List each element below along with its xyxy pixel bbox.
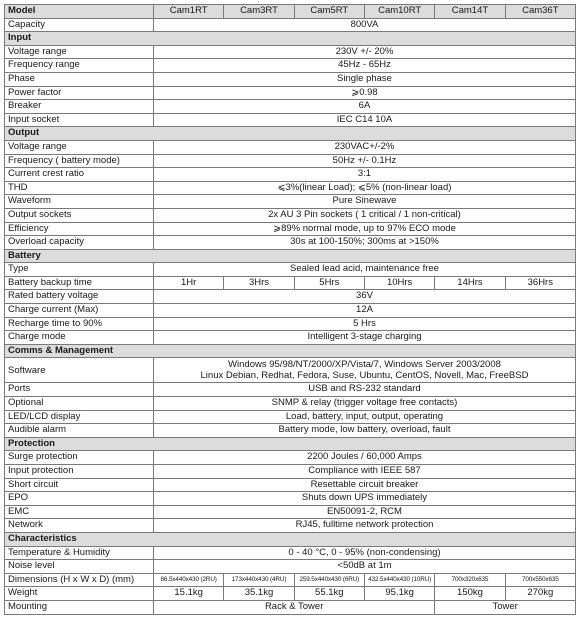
section-title: Protection [5, 437, 576, 451]
spec-label: Software [5, 358, 154, 383]
spec-label: Surge protection [5, 451, 154, 465]
spec-row [5, 290, 576, 304]
spec-model-value: 55.1kg [294, 587, 364, 601]
spec-model-value: 3Hrs [224, 276, 294, 290]
spec-value [154, 358, 576, 383]
spec-row [5, 86, 576, 100]
spec-row [5, 18, 576, 32]
model-name: Cam1RT [154, 5, 224, 19]
spec-row [5, 140, 576, 154]
spec-label: Waveform [5, 195, 154, 209]
spec-row [5, 276, 576, 290]
spec-row [5, 317, 576, 331]
section-header-row [5, 437, 576, 451]
spec-value: IEC C14 10A [154, 113, 576, 127]
spec-value: Load, battery, input, output, operating [154, 410, 576, 424]
spec-value: Intelligent 3-stage charging [154, 331, 576, 345]
model-label: Model [5, 5, 154, 19]
spec-value: EN50091-2, RCM [154, 505, 576, 519]
section-title: Characteristics [5, 532, 576, 546]
spec-row [5, 424, 576, 438]
spec-row [5, 168, 576, 182]
spec-row [5, 222, 576, 236]
spec-group-value: Rack & Tower [154, 600, 435, 614]
spec-value: ⩽3%(linear Load); ⩽5% (non-linear load) [154, 181, 576, 195]
spec-label: Battery backup time [5, 276, 154, 290]
model-name: Cam5RT [294, 5, 364, 19]
spec-value: Resettable circuit breaker [154, 478, 576, 492]
spec-table [4, 4, 576, 615]
spec-value: USB and RS-232 standard [154, 383, 576, 397]
spec-row [5, 383, 576, 397]
spec-model-value: 259.5x440x430 (6RU) [294, 573, 364, 587]
section-header-row [5, 249, 576, 263]
spec-row [5, 587, 576, 601]
spec-value: 3:1 [154, 168, 576, 182]
spec-label: Capacity [5, 18, 154, 32]
spec-model-value: 150kg [435, 587, 505, 601]
model-name: Cam10RT [364, 5, 434, 19]
spec-label: Breaker [5, 100, 154, 114]
spec-row [5, 465, 576, 479]
section-title: Input [5, 32, 576, 46]
spec-body [5, 18, 576, 614]
spec-label: Input protection [5, 465, 154, 479]
spec-row [5, 451, 576, 465]
section-title: Output [5, 127, 576, 141]
spec-value: Sealed lead acid, maintenance free [154, 263, 576, 277]
spec-value: Compliance with IEEE 587 [154, 465, 576, 479]
spec-label: Charge mode [5, 331, 154, 345]
spec-model-value: 700x550x635 [505, 573, 575, 587]
spec-row [5, 59, 576, 73]
spec-value: 36V [154, 290, 576, 304]
spec-row [5, 600, 576, 614]
section-header-row [5, 32, 576, 46]
spec-label: LED/LCD display [5, 410, 154, 424]
spec-value: Shuts down UPS immediately [154, 492, 576, 506]
spec-model-value: 95.1kg [364, 587, 434, 601]
model-name: Cam36T [505, 5, 575, 19]
ups-specification-sheet [4, 4, 575, 615]
spec-row [5, 397, 576, 411]
spec-value: Pure Sinewave [154, 195, 576, 209]
spec-value: 50Hz +/- 0.1Hz [154, 154, 576, 168]
spec-value: 0 - 40 °C, 0 - 95% (non-condensing) [154, 546, 576, 560]
spec-row [5, 113, 576, 127]
spec-value: 12A [154, 304, 576, 318]
model-header-row [5, 5, 576, 19]
spec-row [5, 519, 576, 533]
spec-row [5, 208, 576, 222]
spec-value: 6A [154, 100, 576, 114]
spec-row [5, 304, 576, 318]
spec-row [5, 331, 576, 345]
spec-label: EPO [5, 492, 154, 506]
spec-label: Efficiency [5, 222, 154, 236]
spec-model-value: 35.1kg [224, 587, 294, 601]
spec-label: EMC [5, 505, 154, 519]
section-title: Comms & Management [5, 344, 576, 358]
spec-label: Rated battery voltage [5, 290, 154, 304]
spec-label: Voltage range [5, 140, 154, 154]
spec-value: ⩾89% normal mode, up to 97% ECO mode [154, 222, 576, 236]
spec-model-value: 1Hr [154, 276, 224, 290]
model-name: Cam3RT [224, 5, 294, 19]
spec-value: ⩾0.98 [154, 86, 576, 100]
spec-model-value: 14Hrs [435, 276, 505, 290]
spec-label: THD [5, 181, 154, 195]
spec-row [5, 546, 576, 560]
spec-label: Weight [5, 587, 154, 601]
spec-row [5, 492, 576, 506]
spec-label: Dimensions (H x W x D) (mm) [5, 573, 154, 587]
spec-label: Audible alarm [5, 424, 154, 438]
spec-value: 5 Hrs [154, 317, 576, 331]
spec-value: 800VA [154, 18, 576, 32]
spec-row [5, 72, 576, 86]
spec-label: Short circuit [5, 478, 154, 492]
section-header-row [5, 532, 576, 546]
spec-value: RJ45, fulltime network protection [154, 519, 576, 533]
software-line: Windows 95/98/NT/2000/XP/Vista/7, Windows Server 2003/2008 [228, 359, 501, 371]
spec-model-value: 700x320x635 [435, 573, 505, 587]
spec-row [5, 45, 576, 59]
spec-value: Single phase [154, 72, 576, 86]
spec-row [5, 236, 576, 250]
spec-label: Output sockets [5, 208, 154, 222]
spec-label: Overload capacity [5, 236, 154, 250]
spec-row [5, 154, 576, 168]
spec-value: Battery mode, low battery, overload, fault [154, 424, 576, 438]
spec-label: Frequency range [5, 59, 154, 73]
spec-value: 230VAC+/-2% [154, 140, 576, 154]
spec-model-value: 10Hrs [364, 276, 434, 290]
spec-value: 30s at 100-150%; 300ms at >150% [154, 236, 576, 250]
spec-row [5, 560, 576, 574]
spec-label: Input socket [5, 113, 154, 127]
spec-model-value: 15.1kg [154, 587, 224, 601]
spec-label: Noise level [5, 560, 154, 574]
spec-row [5, 410, 576, 424]
spec-group-value: Tower [435, 600, 576, 614]
spec-row [5, 100, 576, 114]
section-header-row [5, 344, 576, 358]
section-header-row [5, 127, 576, 141]
spec-value: 230V +/- 20% [154, 45, 576, 59]
spec-row [5, 263, 576, 277]
spec-model-value: 270kg [505, 587, 575, 601]
spec-row [5, 358, 576, 383]
section-title: Battery [5, 249, 576, 263]
spec-model-value: 5Hrs [294, 276, 364, 290]
spec-label: Charge current (Max) [5, 304, 154, 318]
spec-value: 2x AU 3 Pin sockets ( 1 critical / 1 non-critical) [154, 208, 576, 222]
spec-label: Current crest ratio [5, 168, 154, 182]
model-name: Cam14T [435, 5, 505, 19]
spec-value: 45Hz - 65Hz [154, 59, 576, 73]
spec-model-value: 36Hrs [505, 276, 575, 290]
spec-row [5, 195, 576, 209]
spec-label: Ports [5, 383, 154, 397]
spec-model-value: 173x440x430 (4RU) [224, 573, 294, 587]
software-line: Linux Debian, Redhat, Fedora, Suse, Ubuntu, CentOS, Novell, Mac, FreeBSD [200, 370, 529, 382]
spec-label: Mounting [5, 600, 154, 614]
spec-row [5, 573, 576, 587]
spec-value: SNMP & relay (trigger voltage free contacts) [154, 397, 576, 411]
spec-label: Power factor [5, 86, 154, 100]
spec-value: 2200 Joules / 60,000 Amps [154, 451, 576, 465]
spec-label: Temperature & Humidity [5, 546, 154, 560]
spec-row [5, 505, 576, 519]
spec-row [5, 181, 576, 195]
spec-label: Voltage range [5, 45, 154, 59]
spec-label: Recharge time to 90% [5, 317, 154, 331]
spec-model-value: 432.5x440x430 (10RU) [364, 573, 434, 587]
spec-value: <50dB at 1m [154, 560, 576, 574]
spec-label: Frequency ( battery mode) [5, 154, 154, 168]
spec-label: Network [5, 519, 154, 533]
spec-row [5, 478, 576, 492]
spec-label: Type [5, 263, 154, 277]
spec-model-value: 86.5x440x430 (2RU) [154, 573, 224, 587]
spec-label: Optional [5, 397, 154, 411]
spec-label: Phase [5, 72, 154, 86]
